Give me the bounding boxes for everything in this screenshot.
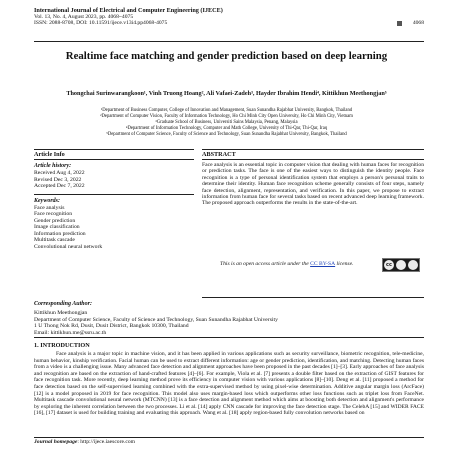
issn-row	[34, 20, 424, 28]
author-dept: Department of Computer Science, Faculty of Science and Technology, Suan Sunandha Rajabhat University	[34, 316, 278, 323]
article-history-heading: Article history:	[34, 163, 72, 169]
license-row	[202, 258, 424, 272]
author-list: Thongchai Surinwarangkoon¹, Vinh Truong Hoang², Ali Vafaei-Zadeh³, Hayder Ibrahim Hendi⁴, Kittikhun Meethongjan⁵	[66, 90, 387, 97]
introduction-heading: 1. INTRODUCTION	[34, 342, 90, 349]
keyword: Information prediction	[34, 230, 86, 237]
journal-header	[34, 7, 424, 28]
journal-footer	[34, 439, 135, 445]
keyword: Face recognition	[34, 211, 73, 217]
paper-title: Realtime face matching and gender prediction based on deep learning	[65, 50, 388, 62]
author-name: Kittikhun Meethongjan	[34, 310, 88, 316]
abstract-text: Face analysis is an essential topic in computer vision that dealing with human faces for recognition or prediction tasks. The face is one of the easiest ways to distinguish the identity people. Face recognition is a type of personal identification system that employs a person's personal traits to determine their identity. Human face recognition scheme generally consists of four steps, namely face detection, alignment, representation, and verification. In this paper, we propose to extract information from human face for several tasks based on recent advanced deep learning framework. The proposed approach outperforms the results in the state-of-the-art.	[202, 162, 424, 207]
article-info-heading: Article Info	[34, 149, 194, 160]
license-link[interactable]: CC BY-SA	[310, 261, 336, 267]
cc-license-badge[interactable]	[382, 258, 420, 272]
license-text	[220, 261, 353, 267]
keyword: Convolutional neural network	[34, 243, 103, 250]
author-address: 1 U Thong Nok Rd, Dusit, Dusit District, Bangkok 10300, Thailand	[34, 323, 189, 329]
accepted-date: Accepted Dec 7, 2022	[34, 183, 85, 189]
section-divider	[34, 337, 424, 338]
author-email[interactable]: Email: kittikhun.me@ssru.ac.th	[34, 329, 107, 336]
introduction-body	[34, 351, 424, 417]
cc-icon: cc	[384, 260, 394, 270]
affiliation-2: ²Department of Computer Vision, Faculty of Information Technology, Ho Chi Minh City Open University, Ho Chi Minh City, Vietnam	[100, 114, 353, 120]
info-divider	[34, 194, 194, 195]
keyword: Multitask cascade	[34, 237, 75, 243]
footer-divider	[34, 437, 424, 438]
keyword: Image classification	[34, 224, 80, 230]
keyword: Face analysis	[34, 204, 65, 211]
homepage-label: Journal homepage	[34, 439, 78, 445]
by-icon	[396, 260, 406, 270]
homepage-url[interactable]: : http://ijece.iaescore.com	[77, 439, 135, 445]
license-prefix: This is an open access article under the	[220, 261, 311, 267]
sa-icon	[408, 260, 418, 270]
keyword: Gender prediction	[34, 217, 76, 224]
affiliation-1: ¹Department of Business Computer, College of Innovation and Management, Suan Sunandha Rajabhat University, Bangkok, Thailand	[100, 108, 353, 113]
affiliation-5: ⁵Department of Computer Science, Faculty of Science and Technology, Suan Sunandha Rajabhat University, Bangkok, Thailand	[106, 132, 347, 138]
square-icon	[397, 21, 402, 26]
article-info	[34, 149, 194, 299]
page-number: 4068	[412, 20, 424, 27]
issn-doi: ISSN: 2088-8708, DOI: 10.11591/ijece.v13i4.pp4068-4075	[34, 20, 168, 27]
corresponding-heading: Corresponding Author:	[34, 301, 92, 307]
header-divider	[34, 41, 424, 42]
abstract-section	[202, 149, 424, 299]
introduction-paragraph: Face analysis is a major topic in machine vision, and it has been applied in various applications such as security surveillance, biometric recognition, tele-medicine, human behavior, kinship verification. Facial human can be used to extract different information: age or gender prediction, identification, and matching. Detecting human faces from a video is a challenging issue. Many advanced face detection and alignment approaches have been proposed in the past decades [1]–[3]. Early approaches of face analysis and recognition are based on the extraction of hand-crafted features [4]–[6]. For example, Viola et al. [7] presents a double filter based on the extraction of GIST features for face recognition task. More recently, deep learning method prove its efficiency in computer vision with various applications [8]–[10]. Deng et al. [11] proposed a method for face detection based on the self-supervised learning combined with the extra-supervised method by using pixel-wise determination. Additive angular margin loss (ArcFace) [12] is a model proposed in 2019 for face recognition. This model also uses margin-based loss which outperforms other loss functions such as triplet loss from FaceNet. Multitask cascade convolutional neural network (MTCNN) [13] is a face detection and alignment method which aims at boosting both detection and alignment's performance by exploring the inherent correlation between the two processes. Li et al. [14] apply CNN cascade for improving the face detection stage. The CelebA [15] and WIDER FACE [16], [17] dataset is used for building training and evaluating this approach. Wang et al. [18] apply region-based fully convolution networks based on	[34, 351, 424, 417]
corresponding-author	[34, 298, 424, 336]
keywords-heading: Keywords:	[34, 197, 60, 204]
affiliations	[40, 108, 413, 138]
license-suffix: license.	[335, 261, 354, 267]
volume-line: Vol. 13, No. 4, August 2023, pp. 4068~4075	[34, 14, 134, 20]
received-date: Received Aug 4, 2022	[34, 170, 85, 176]
revised-date: Revised Dec 3, 2022	[34, 176, 82, 183]
journal-name: International Journal of Electrical and Computer Engineering (IJECE)	[34, 7, 223, 14]
affiliation-4: ⁴Department of Information Technology, Computer and Math College, University of Thi-Qar, Thi-Qar, Iraq	[125, 126, 328, 132]
affiliation-3: ³Graduate School of Business, Universiti Sains Malaysia, Penang, Malaysia	[155, 120, 298, 126]
abstract-heading: ABSTRACT	[202, 149, 424, 160]
